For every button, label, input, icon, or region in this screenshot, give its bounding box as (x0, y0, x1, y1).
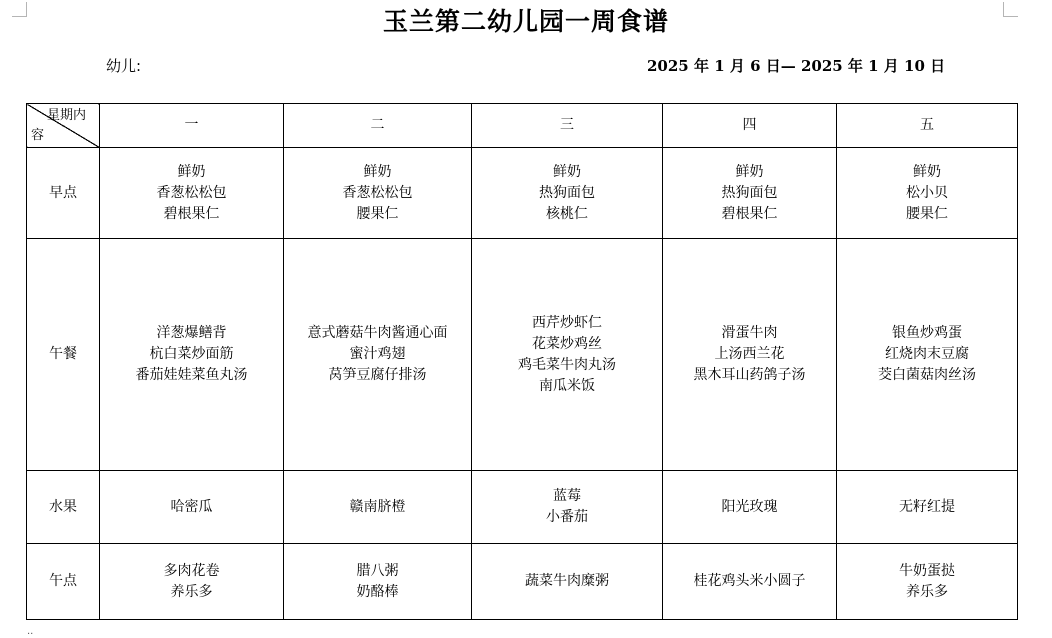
dish-list (722, 497, 778, 518)
menu-cell-wed (472, 544, 663, 620)
menu-cell-fri (837, 471, 1018, 544)
dish-item: 洋葱爆鳝背 (156, 325, 227, 341)
dish-item: 碧根果仁 (721, 205, 778, 222)
table-row (27, 148, 1018, 239)
menu-cell-mon (100, 239, 284, 471)
corner-header-top: 星期内 (47, 108, 87, 123)
dish-item: 腊八粥 (356, 562, 399, 579)
meal-label-afternoon-snack: 午点 (27, 544, 100, 620)
dish-list (350, 497, 406, 518)
day-header-mon: 一 (100, 104, 284, 148)
dish-item: 鸡毛菜牛肉丸汤 (518, 356, 616, 373)
dish-item: 桂花鸡头米小圆子 (693, 573, 806, 589)
dish-list (357, 561, 399, 603)
menu-cell-tue (284, 471, 472, 544)
dish-item: 无籽红提 (899, 498, 955, 515)
dish-item: 西芹炒虾仁 (532, 314, 602, 331)
dish-list (722, 162, 778, 225)
table-row (27, 544, 1018, 620)
dish-item: 多肉花卷 (163, 562, 220, 579)
day-header-tue: 二 (284, 104, 472, 148)
dish-list (546, 486, 588, 528)
dish-list (906, 162, 948, 225)
dish-list (518, 313, 616, 397)
page-bottom-mark: .. (27, 626, 34, 637)
dish-item: 热狗面包 (721, 184, 778, 201)
dish-list (539, 162, 595, 225)
dish-item: 滑蛋牛肉 (721, 325, 778, 341)
table-row (27, 471, 1018, 544)
dish-item: 杭白菜炒面筋 (149, 346, 234, 362)
menu-cell-thu (663, 239, 837, 471)
dish-item: 茭白菌菇肉丝汤 (878, 367, 976, 383)
menu-cell-mon (100, 148, 284, 239)
dish-item: 蜜汁鸡翅 (349, 346, 406, 362)
dish-item: 腰果仁 (906, 205, 948, 222)
dish-item: 意式蘑菇牛肉酱通心面 (307, 325, 448, 341)
dish-item: 鲜奶 (735, 163, 764, 180)
dish-list (694, 571, 806, 592)
menu-cell-tue (284, 148, 472, 239)
dish-list (157, 162, 227, 225)
dish-item: 香葱松松包 (156, 184, 227, 201)
dish-list (694, 323, 806, 386)
menu-cell-mon (100, 471, 284, 544)
dish-item: 上汤西兰花 (714, 346, 785, 362)
dish-item: 莴笋豆腐仔排汤 (328, 367, 427, 383)
dish-item: 阳光玫瑰 (721, 498, 778, 515)
dish-item: 鲜奶 (177, 163, 206, 180)
menu-cell-tue (284, 544, 472, 620)
dish-item: 养乐多 (170, 583, 213, 600)
menu-cell-thu (663, 471, 837, 544)
meal-label-fruit: 水果 (27, 471, 100, 544)
menu-cell-fri (837, 239, 1018, 471)
dish-item: 鲜奶 (363, 163, 392, 180)
child-label: 幼儿: (106, 57, 142, 75)
dish-item: 碧根果仁 (163, 205, 220, 222)
dish-list (136, 323, 248, 386)
day-header-fri: 五 (837, 104, 1018, 148)
dish-item: 香葱松松包 (342, 184, 413, 201)
date-range: 2025 年 1 月 6 日— 2025 年 1 月 10 日 (647, 57, 946, 75)
dish-item: 银鱼炒鸡蛋 (892, 325, 962, 341)
dish-list (308, 323, 448, 386)
dish-item: 南瓜米饭 (539, 377, 595, 394)
meal-label-lunch: 午餐 (27, 239, 100, 471)
dish-item: 鲜奶 (553, 163, 581, 180)
dish-item: 核桃仁 (546, 205, 588, 222)
dish-item: 松小贝 (906, 184, 948, 201)
dish-item: 小番茄 (546, 509, 588, 525)
dish-list (525, 571, 609, 592)
dish-item: 番茄娃娃菜鱼丸汤 (135, 367, 248, 383)
menu-cell-wed (472, 239, 663, 471)
dish-item: 红烧肉末豆腐 (885, 346, 969, 362)
menu-cell-thu (663, 544, 837, 620)
menu-cell-thu (663, 148, 837, 239)
table-row (27, 239, 1018, 471)
dish-item: 养乐多 (906, 583, 948, 600)
weekly-menu-table (26, 103, 1018, 620)
dish-list (899, 497, 955, 518)
dish-item: 哈密瓜 (170, 498, 213, 515)
dish-item: 黑木耳山药鸽子汤 (693, 367, 806, 383)
dish-item: 奶酪棒 (356, 583, 399, 600)
dish-list (878, 323, 976, 386)
menu-cell-wed (472, 471, 663, 544)
corner-header-cell (27, 104, 100, 148)
dish-item: 蔬菜牛肉糜粥 (525, 573, 609, 589)
menu-cell-fri (837, 148, 1018, 239)
dish-list (899, 561, 955, 603)
menu-cell-tue (284, 239, 472, 471)
dish-item: 牛奶蛋挞 (899, 562, 955, 579)
dish-item: 蓝莓 (553, 488, 581, 504)
day-header-wed: 三 (472, 104, 663, 148)
dish-list (343, 162, 413, 225)
dish-list (171, 497, 213, 518)
page-title: 玉兰第二幼儿园一周食谱 (382, 7, 669, 36)
dish-item: 热狗面包 (539, 184, 595, 201)
menu-cell-fri (837, 544, 1018, 620)
dish-item: 腰果仁 (356, 205, 399, 222)
dish-item: 赣南脐橙 (349, 498, 406, 515)
menu-cell-mon (100, 544, 284, 620)
day-header-thu: 四 (663, 104, 837, 148)
corner-header-bottom: 容 (31, 128, 45, 143)
menu-cell-wed (472, 148, 663, 239)
dish-list (164, 561, 220, 603)
dish-item: 花菜炒鸡丝 (532, 335, 602, 352)
table-header-row (27, 104, 1018, 148)
meal-label-breakfast: 早点 (27, 148, 100, 239)
dish-item: 鲜奶 (913, 163, 941, 180)
